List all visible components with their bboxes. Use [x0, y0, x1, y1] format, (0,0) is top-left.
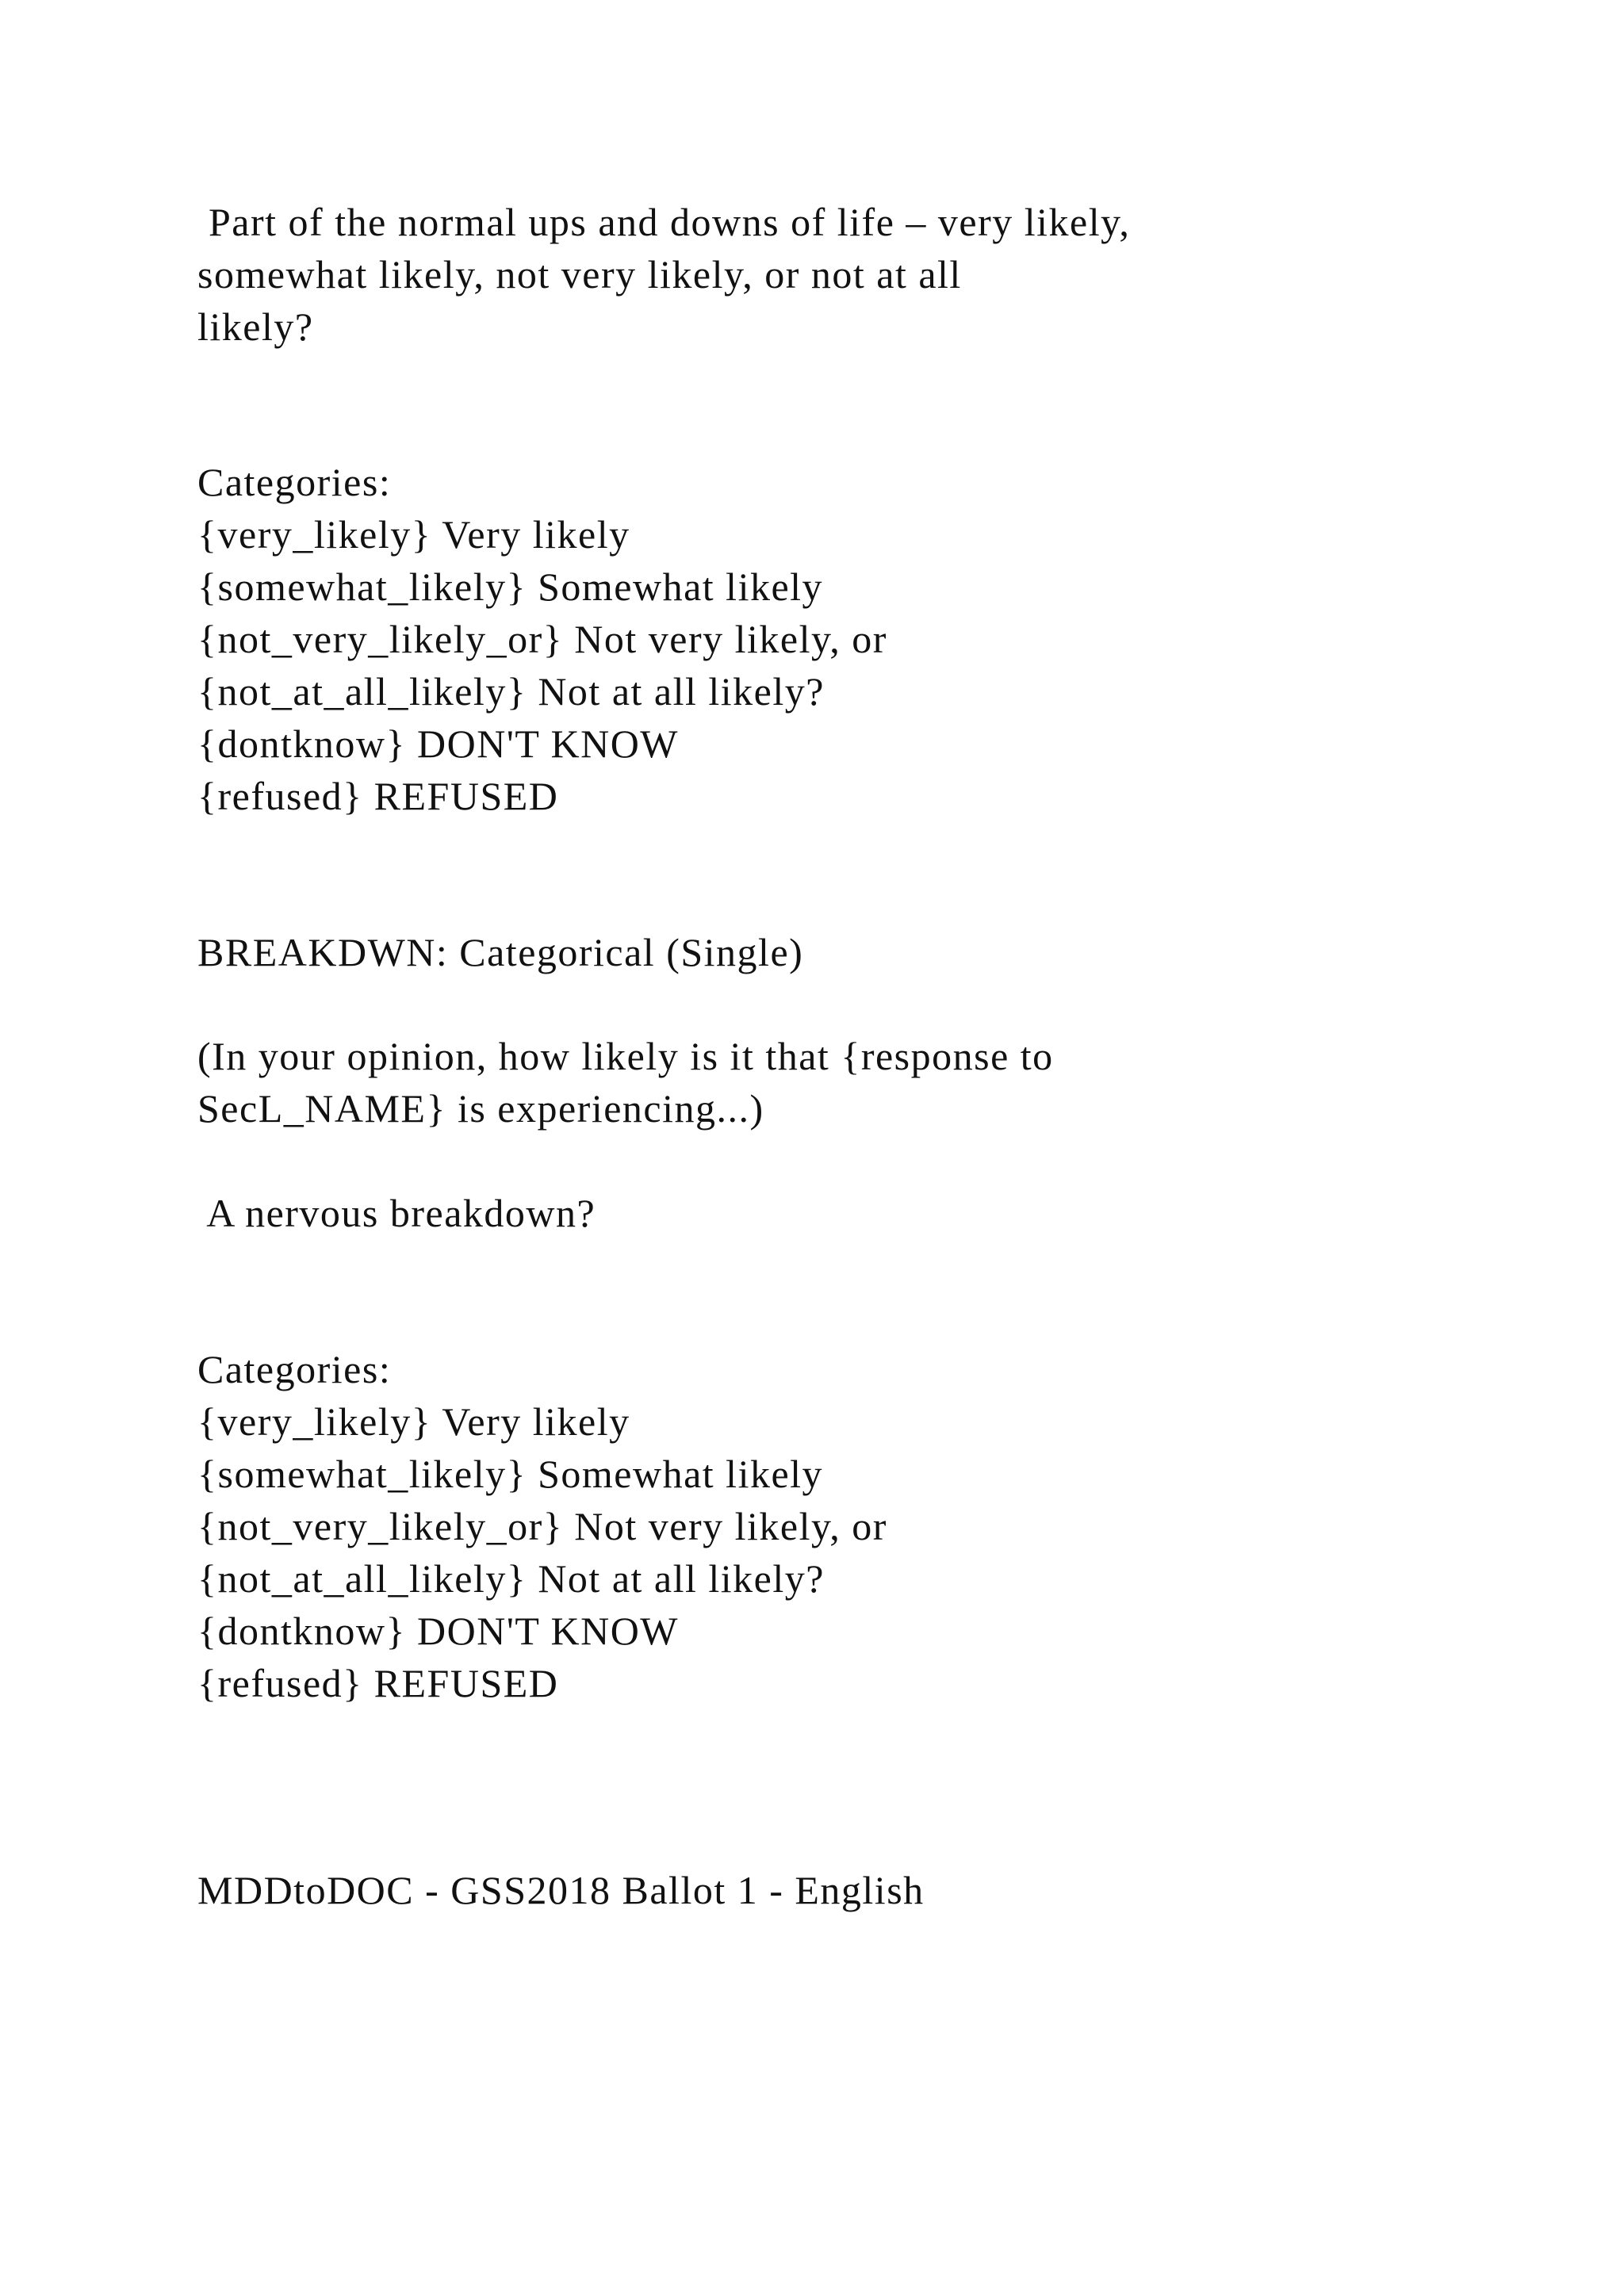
category-item: {very_likely} Very likely — [197, 512, 630, 557]
question-text: A nervous breakdown? — [197, 1191, 596, 1235]
categories-heading: Categories: — [197, 460, 392, 504]
category-item: {very_likely} Very likely — [197, 1399, 630, 1444]
category-item: {not_very_likely_or} Not very likely, or — [197, 617, 887, 661]
question-text-line: likely? — [197, 304, 314, 349]
question-text-line: Part of the normal ups and downs of life – very likely, — [197, 200, 1131, 244]
prompt-text-line: (In your opinion, how likely is it that {response to — [197, 1034, 1054, 1078]
category-item: {somewhat_likely} Somewhat likely — [197, 564, 824, 609]
category-item: {refused} REFUSED — [197, 1661, 559, 1705]
document-footer: MDDtoDOC - GSS2018 Ballot 1 - English — [197, 1868, 925, 1912]
category-item: {somewhat_likely} Somewhat likely — [197, 1452, 824, 1496]
categories-heading: Categories: — [197, 1347, 392, 1391]
category-item: {not_at_all_likely} Not at all likely? — [197, 669, 825, 714]
category-item: {not_at_all_likely} Not at all likely? — [197, 1556, 825, 1601]
category-item: {not_very_likely_or} Not very likely, or — [197, 1504, 887, 1548]
prompt-text-line: SecL_NAME} is experiencing...) — [197, 1086, 764, 1131]
category-item: {dontknow} DON'T KNOW — [197, 1609, 679, 1653]
variable-label: BREAKDWN: Categorical (Single) — [197, 930, 804, 974]
category-item: {dontknow} DON'T KNOW — [197, 721, 679, 766]
category-item: {refused} REFUSED — [197, 774, 559, 818]
question-text-line: somewhat likely, not very likely, or not at all — [197, 252, 962, 297]
